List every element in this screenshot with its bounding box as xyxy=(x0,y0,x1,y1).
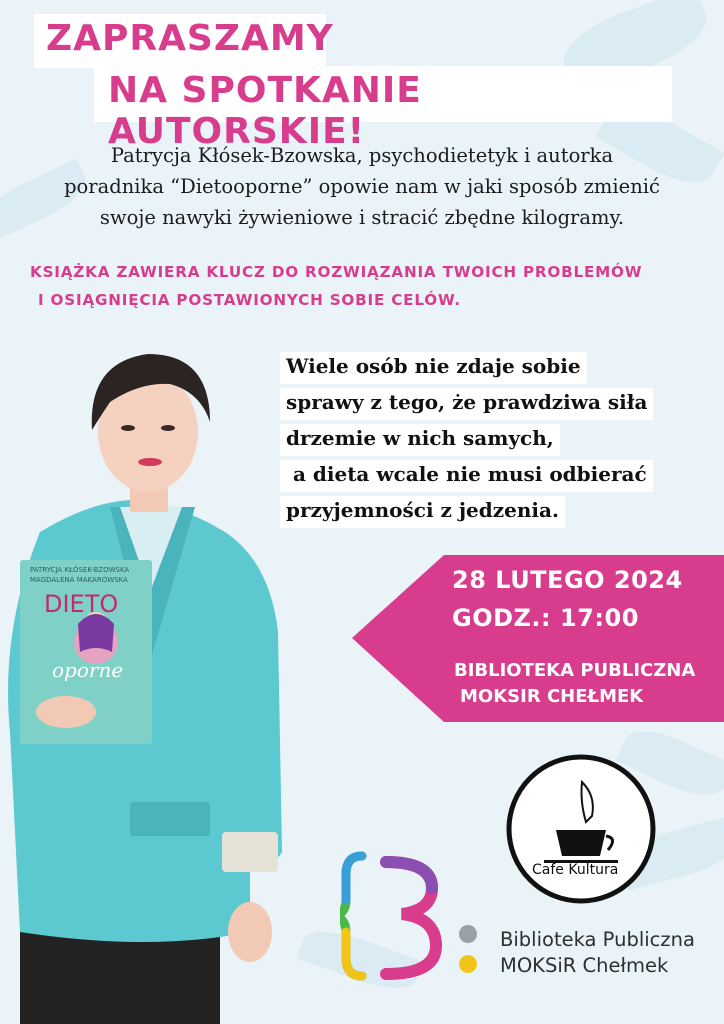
claim-line: I OSIĄGNIĘCIA POSTAWIONYCH SOBIE CELÓW. xyxy=(38,291,461,309)
quote-line: drzemie w nich samych, xyxy=(280,424,560,456)
author-photo xyxy=(0,332,300,1024)
book-authors-line2: MAGDALENA MAKAROWSKA xyxy=(30,576,128,584)
event-venue-line1: BIBLIOTEKA PUBLICZNA xyxy=(454,660,696,681)
book-authors-line1: PATRYCJA KŁÓSEK-BZOWSKA xyxy=(30,566,130,574)
header-line1: ZAPRASZAMY xyxy=(34,14,326,68)
cafe-kultura-text: Cafe Kultura xyxy=(532,862,619,878)
cup-icon xyxy=(556,830,606,856)
quote-line: a dieta wcale nie musi odbierać xyxy=(280,460,653,492)
book-title-top: DIETO xyxy=(44,590,119,618)
quote-line: przyjemności z jedzenia. xyxy=(280,496,565,528)
event-venue-line2: MOKSIR CHEŁMEK xyxy=(460,686,644,707)
library-logo-icon xyxy=(340,846,480,986)
library-name-line1: Biblioteka Publiczna xyxy=(500,928,695,951)
cafe-kultura-logo xyxy=(504,752,658,906)
book-title-bottom: oporne xyxy=(52,658,124,682)
book-claim xyxy=(30,258,720,314)
intro-line: poradnika “Dietooporne” opowie nam w jaki sposób zmienić xyxy=(64,175,660,198)
library-name-line2: MOKSiR Chełmek xyxy=(500,954,669,977)
intro-line: Patrycja Kłósek-Bzowska, psychodietetyk i autorka xyxy=(110,144,614,167)
claim-line: KSIĄŻKA ZAWIERA KLUCZ DO ROZWIĄZANIA TWOICH PROBLEMÓW xyxy=(30,263,643,281)
event-time: GODZ.: 17:00 xyxy=(452,604,639,632)
event-date: 28 LUTEGO 2024 xyxy=(452,566,683,594)
intro-text xyxy=(40,140,684,233)
quote-line: Wiele osób nie zdaje sobie xyxy=(280,352,587,384)
quote-line: sprawy z tego, że prawdziwa siła xyxy=(280,388,653,420)
intro-line: swoje nawyki żywieniowe i stracić zbędne kilogramy. xyxy=(99,206,625,229)
header-line2: NA SPOTKANIE AUTORSKIE! xyxy=(94,66,672,122)
quote-block xyxy=(280,352,653,532)
